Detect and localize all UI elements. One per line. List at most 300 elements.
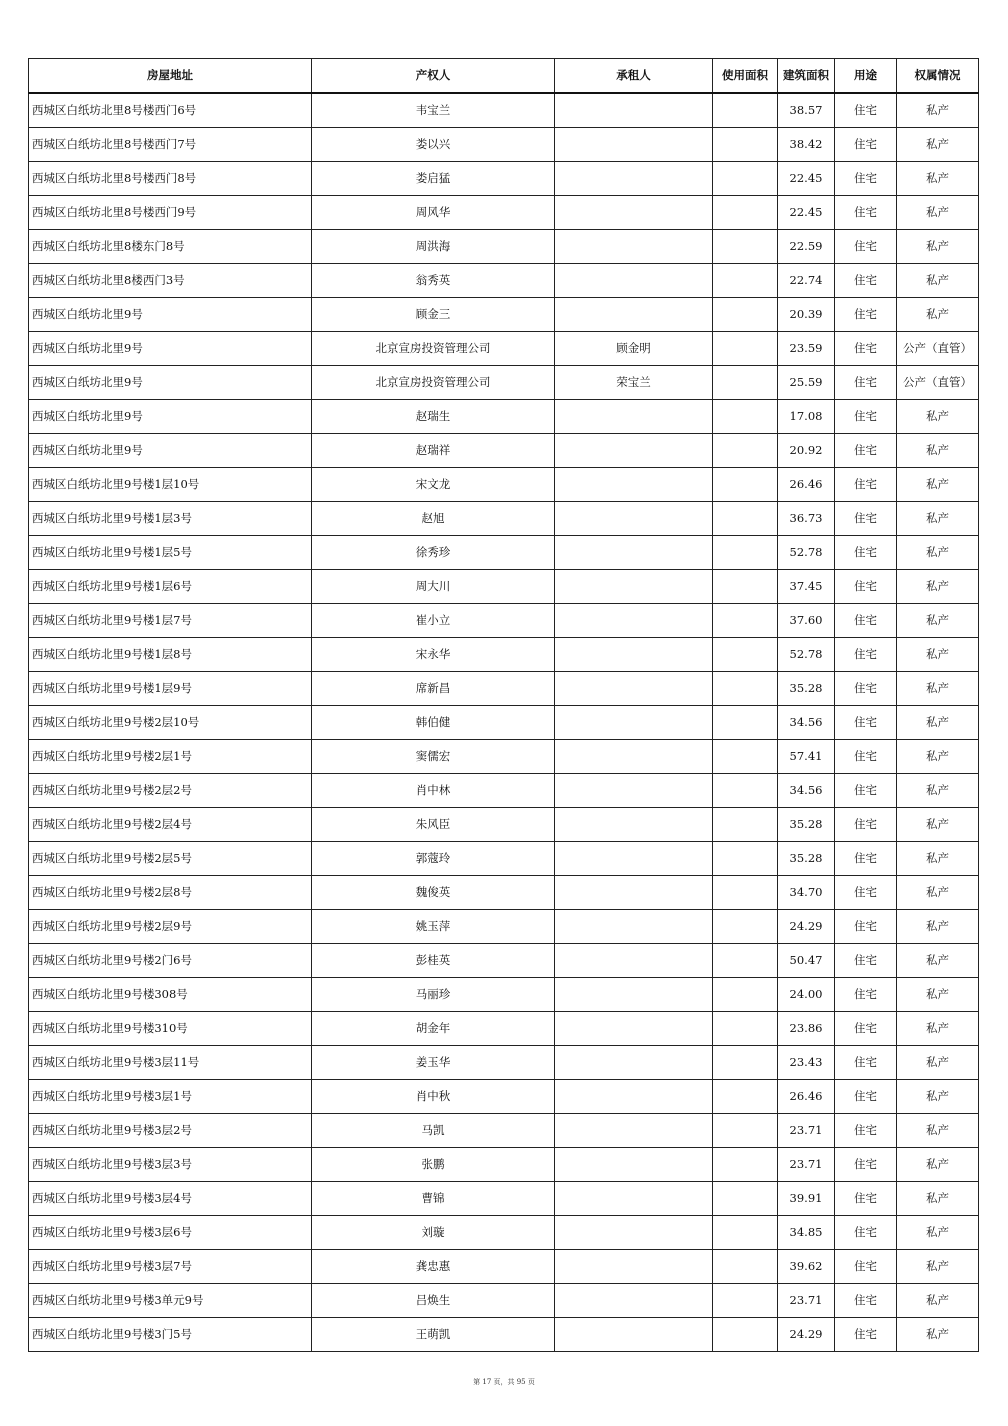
tenant-cell	[555, 264, 713, 298]
usable-area-cell	[713, 1080, 778, 1114]
usage-cell: 住宅	[835, 536, 897, 570]
owner-cell: 龚忠惠	[312, 1250, 555, 1284]
usable-area-cell	[713, 536, 778, 570]
usage-cell: 住宅	[835, 944, 897, 978]
table-row	[29, 774, 979, 808]
usage-cell: 住宅	[835, 978, 897, 1012]
tenant-cell	[555, 944, 713, 978]
table-row	[29, 672, 979, 706]
building-area-cell: 24.29	[778, 910, 835, 944]
usage-cell: 住宅	[835, 162, 897, 196]
tenant-cell	[555, 1284, 713, 1318]
owner-cell: 赵瑞生	[312, 400, 555, 434]
usage-cell: 住宅	[835, 1182, 897, 1216]
ownership-cell: 私产	[897, 196, 979, 230]
tenant-cell	[555, 570, 713, 604]
usage-cell: 住宅	[835, 298, 897, 332]
ownership-cell: 私产	[897, 468, 979, 502]
address-cell: 西城区白纸坊北里9号楼1层6号	[29, 570, 312, 604]
building-area-cell: 35.28	[778, 808, 835, 842]
usage-cell: 住宅	[835, 808, 897, 842]
ownership-cell: 私产	[897, 1148, 979, 1182]
address-cell: 西城区白纸坊北里9号楼3层1号	[29, 1080, 312, 1114]
usage-cell: 住宅	[835, 128, 897, 162]
ownership-cell: 私产	[897, 1046, 979, 1080]
address-cell: 西城区白纸坊北里8号楼西门7号	[29, 128, 312, 162]
address-cell: 西城区白纸坊北里8号楼西门6号	[29, 93, 312, 128]
ownership-cell: 私产	[897, 264, 979, 298]
owner-cell: 马丽珍	[312, 978, 555, 1012]
table-row	[29, 128, 979, 162]
building-area-cell: 37.45	[778, 570, 835, 604]
address-cell: 西城区白纸坊北里9号楼3层2号	[29, 1114, 312, 1148]
owner-cell: 周洪海	[312, 230, 555, 264]
owner-cell: 娄以兴	[312, 128, 555, 162]
usage-cell: 住宅	[835, 1114, 897, 1148]
ownership-cell: 私产	[897, 910, 979, 944]
header-usage: 用途	[835, 59, 897, 94]
ownership-cell: 私产	[897, 434, 979, 468]
building-area-cell: 25.59	[778, 366, 835, 400]
usable-area-cell	[713, 468, 778, 502]
building-area-cell: 23.71	[778, 1284, 835, 1318]
tenant-cell	[555, 536, 713, 570]
building-area-cell: 23.71	[778, 1114, 835, 1148]
tenant-cell	[555, 672, 713, 706]
table-row	[29, 570, 979, 604]
tenant-cell	[555, 196, 713, 230]
table-row	[29, 638, 979, 672]
address-cell: 西城区白纸坊北里8号楼西门9号	[29, 196, 312, 230]
usable-area-cell	[713, 1148, 778, 1182]
ownership-cell: 私产	[897, 1318, 979, 1352]
building-area-cell: 39.91	[778, 1182, 835, 1216]
owner-cell: 翁秀英	[312, 264, 555, 298]
building-area-cell: 52.78	[778, 536, 835, 570]
owner-cell: 赵瑞祥	[312, 434, 555, 468]
ownership-cell: 私产	[897, 944, 979, 978]
usage-cell: 住宅	[835, 1250, 897, 1284]
usage-cell: 住宅	[835, 740, 897, 774]
owner-cell: 北京宣房投资管理公司	[312, 332, 555, 366]
owner-cell: 赵旭	[312, 502, 555, 536]
table-row	[29, 706, 979, 740]
owner-cell: 周风华	[312, 196, 555, 230]
table-row	[29, 502, 979, 536]
usable-area-cell	[713, 978, 778, 1012]
tenant-cell	[555, 1182, 713, 1216]
ownership-cell: 私产	[897, 298, 979, 332]
ownership-cell: 私产	[897, 1182, 979, 1216]
address-cell: 西城区白纸坊北里9号楼308号	[29, 978, 312, 1012]
address-cell: 西城区白纸坊北里9号楼3门5号	[29, 1318, 312, 1352]
ownership-cell: 私产	[897, 128, 979, 162]
owner-cell: 肖中秋	[312, 1080, 555, 1114]
owner-cell: 马凯	[312, 1114, 555, 1148]
tenant-cell	[555, 1216, 713, 1250]
tenant-cell	[555, 1046, 713, 1080]
usage-cell: 住宅	[835, 1046, 897, 1080]
tenant-cell	[555, 128, 713, 162]
usable-area-cell	[713, 876, 778, 910]
address-cell: 西城区白纸坊北里9号楼3层4号	[29, 1182, 312, 1216]
usable-area-cell	[713, 264, 778, 298]
usage-cell: 住宅	[835, 842, 897, 876]
table-row	[29, 1284, 979, 1318]
usable-area-cell	[713, 604, 778, 638]
table-row	[29, 1250, 979, 1284]
building-area-cell: 22.45	[778, 196, 835, 230]
building-area-cell: 24.29	[778, 1318, 835, 1352]
table-row	[29, 434, 979, 468]
usage-cell: 住宅	[835, 400, 897, 434]
address-cell: 西城区白纸坊北里9号楼3层11号	[29, 1046, 312, 1080]
tenant-cell	[555, 468, 713, 502]
building-area-cell: 26.46	[778, 468, 835, 502]
ownership-cell: 私产	[897, 808, 979, 842]
header-address: 房屋地址	[29, 59, 312, 94]
table-row	[29, 808, 979, 842]
ownership-cell: 公产（直管）	[897, 366, 979, 400]
table-row	[29, 842, 979, 876]
usable-area-cell	[713, 298, 778, 332]
header-building-area: 建筑面积	[778, 59, 835, 94]
usable-area-cell	[713, 1284, 778, 1318]
usable-area-cell	[713, 1216, 778, 1250]
table-row	[29, 162, 979, 196]
owner-cell: 曹锦	[312, 1182, 555, 1216]
table-row	[29, 536, 979, 570]
tenant-cell	[555, 1318, 713, 1352]
ownership-cell: 私产	[897, 502, 979, 536]
tenant-cell	[555, 298, 713, 332]
building-area-cell: 38.57	[778, 93, 835, 128]
address-cell: 西城区白纸坊北里9号	[29, 298, 312, 332]
table-row	[29, 910, 979, 944]
owner-cell: 宋文龙	[312, 468, 555, 502]
usable-area-cell	[713, 774, 778, 808]
table-row	[29, 230, 979, 264]
usable-area-cell	[713, 706, 778, 740]
tenant-cell	[555, 502, 713, 536]
address-cell: 西城区白纸坊北里9号楼1层10号	[29, 468, 312, 502]
table-row	[29, 1080, 979, 1114]
tenant-cell	[555, 978, 713, 1012]
owner-cell: 徐秀珍	[312, 536, 555, 570]
tenant-cell	[555, 774, 713, 808]
usage-cell: 住宅	[835, 366, 897, 400]
ownership-cell: 公产（直管）	[897, 332, 979, 366]
usable-area-cell	[713, 570, 778, 604]
usable-area-cell	[713, 502, 778, 536]
usage-cell: 住宅	[835, 1216, 897, 1250]
ownership-cell: 私产	[897, 672, 979, 706]
usable-area-cell	[713, 672, 778, 706]
owner-cell: 魏俊英	[312, 876, 555, 910]
table-row	[29, 1046, 979, 1080]
ownership-cell: 私产	[897, 1250, 979, 1284]
usage-cell: 住宅	[835, 910, 897, 944]
owner-cell: 胡金年	[312, 1012, 555, 1046]
table-row	[29, 1216, 979, 1250]
ownership-cell: 私产	[897, 230, 979, 264]
usable-area-cell	[713, 1114, 778, 1148]
table-row	[29, 1148, 979, 1182]
usage-cell: 住宅	[835, 502, 897, 536]
address-cell: 西城区白纸坊北里9号楼310号	[29, 1012, 312, 1046]
usable-area-cell	[713, 162, 778, 196]
address-cell: 西城区白纸坊北里8号楼西门8号	[29, 162, 312, 196]
owner-cell: 顾金三	[312, 298, 555, 332]
owner-cell: 彭桂英	[312, 944, 555, 978]
header-owner: 产权人	[312, 59, 555, 94]
owner-cell: 刘璇	[312, 1216, 555, 1250]
owner-cell: 窦儒宏	[312, 740, 555, 774]
table-row	[29, 468, 979, 502]
table-row	[29, 876, 979, 910]
usage-cell: 住宅	[835, 1012, 897, 1046]
page-footer: 第 17 页，共 95 页	[473, 1378, 535, 1386]
address-cell: 西城区白纸坊北里9号楼1层7号	[29, 604, 312, 638]
address-cell: 西城区白纸坊北里9号	[29, 332, 312, 366]
owner-cell: 肖中林	[312, 774, 555, 808]
owner-cell: 王萌凯	[312, 1318, 555, 1352]
table-row	[29, 93, 979, 128]
building-area-cell: 23.86	[778, 1012, 835, 1046]
table-row	[29, 400, 979, 434]
address-cell: 西城区白纸坊北里9号楼2层10号	[29, 706, 312, 740]
usage-cell: 住宅	[835, 570, 897, 604]
building-area-cell: 34.56	[778, 774, 835, 808]
owner-cell: 郭蔻玲	[312, 842, 555, 876]
building-area-cell: 37.60	[778, 604, 835, 638]
address-cell: 西城区白纸坊北里9号楼2层1号	[29, 740, 312, 774]
address-cell: 西城区白纸坊北里9号	[29, 400, 312, 434]
table-row	[29, 1114, 979, 1148]
ownership-cell: 私产	[897, 740, 979, 774]
address-cell: 西城区白纸坊北里9号楼2层4号	[29, 808, 312, 842]
usage-cell: 住宅	[835, 434, 897, 468]
building-area-cell: 39.62	[778, 1250, 835, 1284]
usable-area-cell	[713, 434, 778, 468]
address-cell: 西城区白纸坊北里9号	[29, 434, 312, 468]
usable-area-cell	[713, 230, 778, 264]
usage-cell: 住宅	[835, 604, 897, 638]
owner-cell: 崔小立	[312, 604, 555, 638]
header-row	[29, 59, 979, 94]
tenant-cell	[555, 434, 713, 468]
building-area-cell: 35.28	[778, 672, 835, 706]
address-cell: 西城区白纸坊北里9号楼2层2号	[29, 774, 312, 808]
table-row	[29, 944, 979, 978]
ownership-cell: 私产	[897, 570, 979, 604]
building-area-cell: 57.41	[778, 740, 835, 774]
tenant-cell	[555, 1012, 713, 1046]
tenant-cell: 顾金明	[555, 332, 713, 366]
usage-cell: 住宅	[835, 774, 897, 808]
usage-cell: 住宅	[835, 672, 897, 706]
usage-cell: 住宅	[835, 1080, 897, 1114]
address-cell: 西城区白纸坊北里9号楼1层8号	[29, 638, 312, 672]
ownership-cell: 私产	[897, 536, 979, 570]
ownership-cell: 私产	[897, 876, 979, 910]
ownership-cell: 私产	[897, 93, 979, 128]
tenant-cell	[555, 162, 713, 196]
building-area-cell: 24.00	[778, 978, 835, 1012]
tenant-cell	[555, 400, 713, 434]
owner-cell: 韦宝兰	[312, 93, 555, 128]
building-area-cell: 52.78	[778, 638, 835, 672]
owner-cell: 席新昌	[312, 672, 555, 706]
table-row	[29, 332, 979, 366]
usable-area-cell	[713, 808, 778, 842]
building-area-cell: 22.59	[778, 230, 835, 264]
tenant-cell	[555, 808, 713, 842]
usable-area-cell	[713, 910, 778, 944]
usable-area-cell	[713, 366, 778, 400]
header-ownership: 权属情况	[897, 59, 979, 94]
building-area-cell: 34.70	[778, 876, 835, 910]
tenant-cell	[555, 1114, 713, 1148]
building-area-cell: 34.85	[778, 1216, 835, 1250]
building-area-cell: 23.59	[778, 332, 835, 366]
address-cell: 西城区白纸坊北里9号楼3层6号	[29, 1216, 312, 1250]
building-area-cell: 38.42	[778, 128, 835, 162]
ownership-cell: 私产	[897, 1284, 979, 1318]
tenant-cell	[555, 604, 713, 638]
owner-cell: 娄启猛	[312, 162, 555, 196]
usable-area-cell	[713, 1012, 778, 1046]
usable-area-cell	[713, 944, 778, 978]
address-cell: 西城区白纸坊北里9号楼3层3号	[29, 1148, 312, 1182]
address-cell: 西城区白纸坊北里9号楼2层5号	[29, 842, 312, 876]
ownership-cell: 私产	[897, 1012, 979, 1046]
owner-cell: 韩伯健	[312, 706, 555, 740]
owner-cell: 吕焕生	[312, 1284, 555, 1318]
ownership-cell: 私产	[897, 1114, 979, 1148]
tenant-cell	[555, 740, 713, 774]
table-row	[29, 298, 979, 332]
address-cell: 西城区白纸坊北里9号楼2层9号	[29, 910, 312, 944]
table-row	[29, 604, 979, 638]
building-area-cell: 17.08	[778, 400, 835, 434]
address-cell: 西城区白纸坊北里9号楼2门6号	[29, 944, 312, 978]
address-cell: 西城区白纸坊北里9号楼1层9号	[29, 672, 312, 706]
table-row	[29, 978, 979, 1012]
address-cell: 西城区白纸坊北里8楼东门8号	[29, 230, 312, 264]
table-row	[29, 264, 979, 298]
building-area-cell: 23.71	[778, 1148, 835, 1182]
building-area-cell: 20.39	[778, 298, 835, 332]
usable-area-cell	[713, 740, 778, 774]
ownership-cell: 私产	[897, 706, 979, 740]
usable-area-cell	[713, 332, 778, 366]
building-area-cell: 20.92	[778, 434, 835, 468]
header-usable-area: 使用面积	[713, 59, 778, 94]
ownership-cell: 私产	[897, 162, 979, 196]
owner-cell: 宋永华	[312, 638, 555, 672]
ownership-cell: 私产	[897, 400, 979, 434]
owner-cell: 周大川	[312, 570, 555, 604]
usable-area-cell	[713, 1046, 778, 1080]
usage-cell: 住宅	[835, 264, 897, 298]
tenant-cell	[555, 842, 713, 876]
address-cell: 西城区白纸坊北里9号楼1层3号	[29, 502, 312, 536]
usage-cell: 住宅	[835, 876, 897, 910]
usable-area-cell	[713, 196, 778, 230]
building-area-cell: 22.74	[778, 264, 835, 298]
tenant-cell	[555, 910, 713, 944]
address-cell: 西城区白纸坊北里9号	[29, 366, 312, 400]
ownership-cell: 私产	[897, 842, 979, 876]
tenant-cell	[555, 1080, 713, 1114]
usage-cell: 住宅	[835, 1318, 897, 1352]
table-row	[29, 366, 979, 400]
address-cell: 西城区白纸坊北里9号楼3层7号	[29, 1250, 312, 1284]
ownership-cell: 私产	[897, 1080, 979, 1114]
usage-cell: 住宅	[835, 1284, 897, 1318]
building-area-cell: 36.73	[778, 502, 835, 536]
tenant-cell	[555, 638, 713, 672]
building-area-cell: 35.28	[778, 842, 835, 876]
building-area-cell: 23.43	[778, 1046, 835, 1080]
usable-area-cell	[713, 128, 778, 162]
usable-area-cell	[713, 1318, 778, 1352]
usage-cell: 住宅	[835, 93, 897, 128]
tenant-cell	[555, 706, 713, 740]
tenant-cell	[555, 876, 713, 910]
property-table	[28, 58, 979, 1352]
tenant-cell: 荣宝兰	[555, 366, 713, 400]
owner-cell: 姚玉萍	[312, 910, 555, 944]
usage-cell: 住宅	[835, 468, 897, 502]
tenant-cell	[555, 1148, 713, 1182]
ownership-cell: 私产	[897, 774, 979, 808]
table-row	[29, 740, 979, 774]
header-tenant: 承租人	[555, 59, 713, 94]
tenant-cell	[555, 93, 713, 128]
usage-cell: 住宅	[835, 230, 897, 264]
usage-cell: 住宅	[835, 196, 897, 230]
usable-area-cell	[713, 400, 778, 434]
usable-area-cell	[713, 1182, 778, 1216]
table-row	[29, 1318, 979, 1352]
usage-cell: 住宅	[835, 706, 897, 740]
usable-area-cell	[713, 638, 778, 672]
owner-cell: 北京宣房投资管理公司	[312, 366, 555, 400]
usable-area-cell	[713, 93, 778, 128]
usage-cell: 住宅	[835, 332, 897, 366]
ownership-cell: 私产	[897, 978, 979, 1012]
ownership-cell: 私产	[897, 1216, 979, 1250]
tenant-cell	[555, 1250, 713, 1284]
address-cell: 西城区白纸坊北里9号楼2层8号	[29, 876, 312, 910]
table-row	[29, 1012, 979, 1046]
building-area-cell: 50.47	[778, 944, 835, 978]
tenant-cell	[555, 230, 713, 264]
address-cell: 西城区白纸坊北里9号楼1层5号	[29, 536, 312, 570]
ownership-cell: 私产	[897, 638, 979, 672]
address-cell: 西城区白纸坊北里8楼西门3号	[29, 264, 312, 298]
address-cell: 西城区白纸坊北里9号楼3单元9号	[29, 1284, 312, 1318]
table-row	[29, 196, 979, 230]
owner-cell: 姜玉华	[312, 1046, 555, 1080]
usage-cell: 住宅	[835, 1148, 897, 1182]
building-area-cell: 34.56	[778, 706, 835, 740]
ownership-cell: 私产	[897, 604, 979, 638]
building-area-cell: 26.46	[778, 1080, 835, 1114]
owner-cell: 朱风臣	[312, 808, 555, 842]
